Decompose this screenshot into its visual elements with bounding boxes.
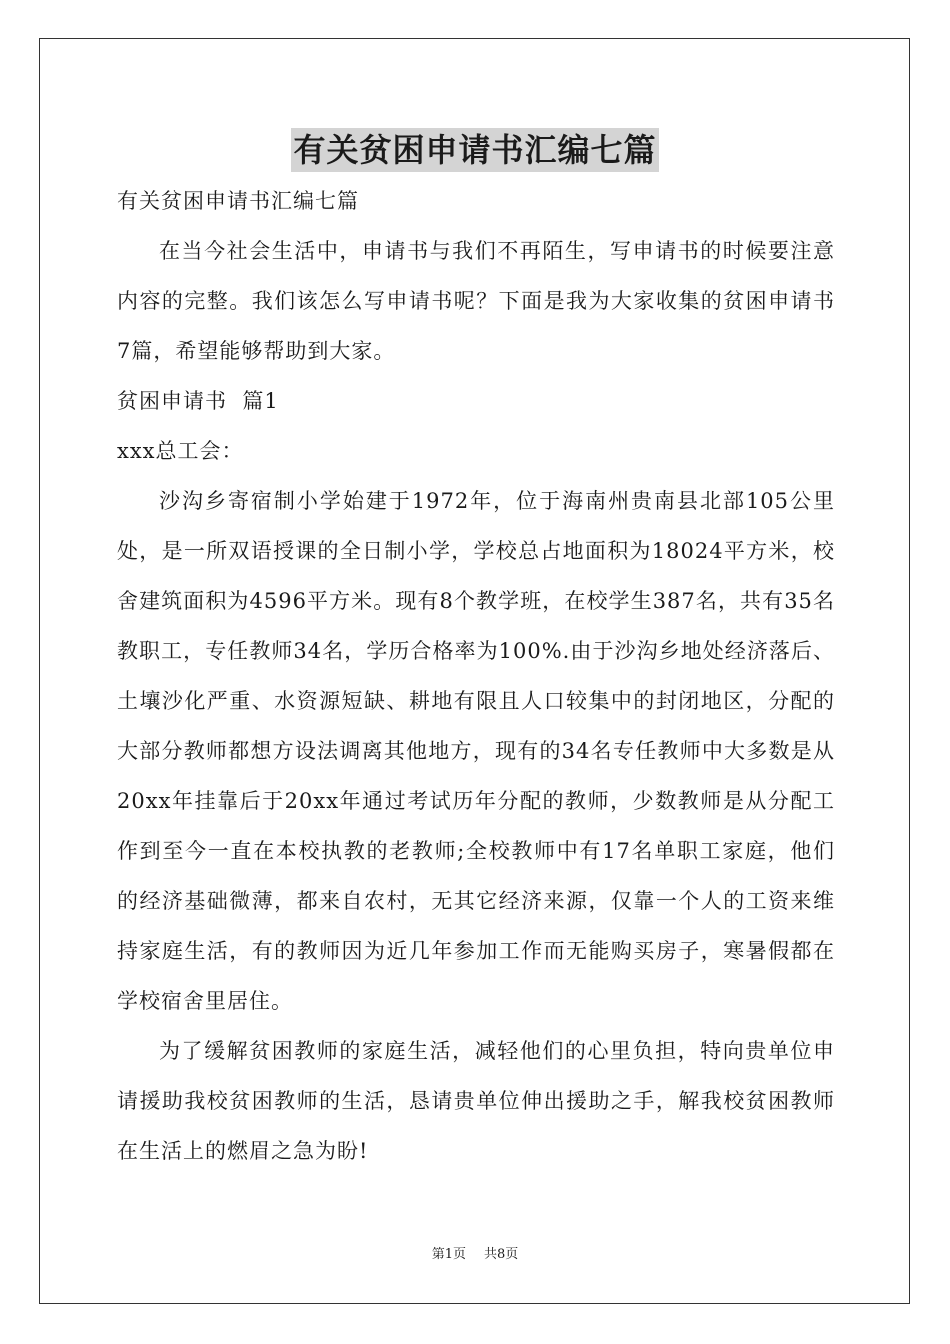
- page-total: 共8页: [484, 1247, 519, 1262]
- document-body: [117, 176, 835, 1176]
- page-footer: [0, 1246, 950, 1264]
- document-title: 有关贫困申请书汇编七篇: [291, 128, 658, 172]
- body-paragraph-1: 沙沟乡寄宿制小学始建于1972年，位于海南州贵南县北部105公里处，是一所双语授课的全日制小学，学校总占地面积为18024平方米，校舍建筑面积为4596平方米。现有8个教学班，在校学生387名，共有35名教职工，专任教师34名，学历合格率为100%.由于沙沟乡地处经济落后、土壤沙化严重、水资源短缺、耕地有限且人口较集中的封闭地区，分配的大部分教师都想方设法调离其他地方，现有的34名专任教师中大多数是从20xx年挂靠后于20xx年通过考试历年分配的教师，少数教师是从分配工作到至今一直在本校执教的老教师;全校教师中有17名单职工家庭，他们的经济基础微薄，都来自农村，无其它经济来源，仅靠一个人的工资来维持家庭生活，有的教师因为近几年参加工作而无能购买房子，寒暑假都在学校宿舍里居住。: [117, 489, 835, 1013]
- intro-paragraph: 在当今社会生活中，申请书与我们不再陌生，写申请书的时候要注意内容的完整。我们该怎么写申请书呢？下面是我为大家收集的贫困申请书7篇，希望能够帮助到大家。: [117, 239, 835, 363]
- section-heading: 贫困申请书 篇1: [117, 389, 279, 413]
- title-container: [0, 128, 950, 172]
- salutation: xxx总工会：: [117, 439, 244, 463]
- document-subtitle: 有关贫困申请书汇编七篇: [117, 189, 359, 213]
- body-paragraph-2: 为了缓解贫困教师的家庭生活，减轻他们的心里负担，特向贵单位申请援助我校贫困教师的生活，恳请贵单位伸出援助之手，解我校贫困教师在生活上的燃眉之急为盼!: [117, 1039, 835, 1163]
- page-number: 第1页: [431, 1247, 466, 1262]
